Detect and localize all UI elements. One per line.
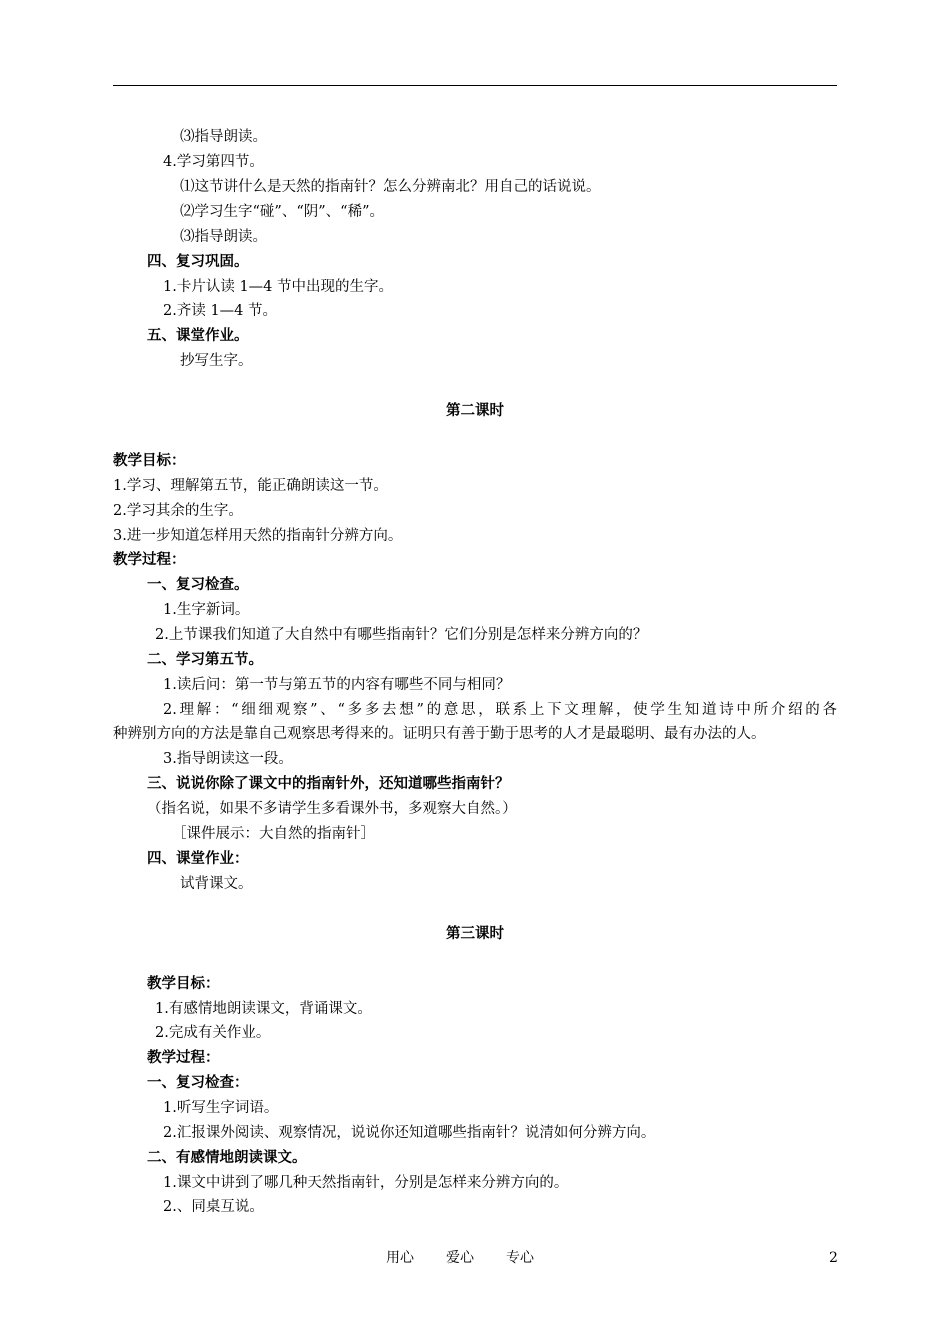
footer-motto-2: 爱心 bbox=[446, 1250, 474, 1266]
substep-learn-characters: ⑵学习生字“碰”、“阴”、“稀”。 bbox=[180, 204, 384, 220]
lesson-3-read-aloud-item-1: 1.课文中讲到了哪几种天然指南针，分别是怎样来分辨方向的。 bbox=[163, 1175, 569, 1191]
page-number: 2 bbox=[829, 1250, 838, 1266]
lesson-3-step-read-aloud: 二、有感情地朗读课文。 bbox=[147, 1149, 307, 1166]
lesson-2-step-section-five: 二、学习第五节。 bbox=[147, 651, 263, 668]
substep-read-aloud: ⑶指导朗读。 bbox=[180, 229, 267, 245]
lesson-2-heading: 第二课时 bbox=[446, 402, 504, 419]
lesson-2-objective-1: 1.学习、理解第五节，能正确朗读这一节。 bbox=[113, 478, 388, 494]
lesson-2-section-five-item-1: 1.读后问：第一节与第五节的内容有哪些不同与相同？ bbox=[163, 677, 511, 693]
lesson-3-objective-1: 1.有感情地朗读课文，背诵课文。 bbox=[155, 1001, 372, 1017]
lesson-3-review-item-1: 1.听写生字词语。 bbox=[163, 1100, 279, 1116]
lesson-2-step-classwork: 四、课堂作业： bbox=[147, 850, 249, 867]
lesson-2-review-item-2: 2.上节课我们知道了大自然中有哪些指南针？它们分别是怎样来分辨方向的？ bbox=[155, 627, 648, 643]
lesson-2-review-item-1: 1.生字新词。 bbox=[163, 602, 250, 618]
heading-review: 四、复习巩固。 bbox=[147, 253, 249, 270]
header-rule bbox=[113, 85, 837, 86]
lesson-2-other-compasses-note: （指名说，如果不多请学生多看课外书，多观察大自然。） bbox=[147, 801, 517, 817]
review-item-2: 2.齐读 1—4 节。 bbox=[163, 303, 278, 319]
lesson-3-step-review: 一、复习检查： bbox=[147, 1074, 249, 1091]
substep-natural-compass-question: ⑴这节讲什么是天然的指南针？怎么分辨南北？用自己的话说说。 bbox=[180, 179, 601, 195]
lesson-2-section-five-item-2-cont: 种辨别方向的方法是靠自己观察思考得来的。证明只有善于勤于思考的人才是最聪明、最有办法的人。 bbox=[113, 726, 766, 742]
step-4-learn-section-four: 4.学习第四节。 bbox=[163, 154, 264, 170]
review-item-1: 1.卡片认读 1—4 节中出现的生字。 bbox=[163, 279, 394, 295]
lesson-2-process-label: 教学过程： bbox=[113, 551, 186, 568]
lesson-3-objectives-label: 教学目标： bbox=[147, 975, 220, 992]
lesson-3-heading: 第三课时 bbox=[446, 925, 504, 942]
lesson-2-objective-2: 2.学习其余的生字。 bbox=[113, 503, 243, 519]
lesson-3-process-label: 教学过程： bbox=[147, 1049, 220, 1066]
lesson-2-section-five-item-3: 3.指导朗读这一段。 bbox=[163, 751, 293, 767]
lesson-3-objective-2: 2.完成有关作业。 bbox=[155, 1025, 271, 1041]
lesson-2-section-five-item-2: 2.理解：“细细观察”、“多多去想”的意思，联系上下文理解，使学生知道诗中所介绍的各 bbox=[163, 702, 837, 718]
lesson-2-objective-3: 3.进一步知道怎样用天然的指南针分辨方向。 bbox=[113, 528, 403, 544]
heading-classwork: 五、课堂作业。 bbox=[147, 327, 249, 344]
footer-motto-3: 专心 bbox=[506, 1250, 534, 1266]
lesson-2-courseware-note: ［课件展示：大自然的指南针］ bbox=[172, 826, 375, 842]
lesson-2-objectives-label: 教学目标： bbox=[113, 452, 186, 469]
lesson-3-read-aloud-item-2: 2.、同桌互说。 bbox=[163, 1199, 264, 1215]
lesson-2-classwork-recite: 试背课文。 bbox=[180, 876, 253, 892]
lesson-3-review-item-2: 2.汇报课外阅读、观察情况，说说你还知道哪些指南针？说清如何分辨方向。 bbox=[163, 1125, 656, 1141]
footer-motto-1: 用心 bbox=[386, 1250, 414, 1266]
lesson-2-step-review: 一、复习检查。 bbox=[147, 576, 249, 593]
classwork-copy-characters: 抄写生字。 bbox=[180, 353, 253, 369]
lesson-2-step-other-compasses: 三、说说你除了课文中的指南针外，还知道哪些指南针？ bbox=[147, 775, 510, 792]
step-3-read-aloud: ⑶指导朗读。 bbox=[180, 129, 267, 145]
